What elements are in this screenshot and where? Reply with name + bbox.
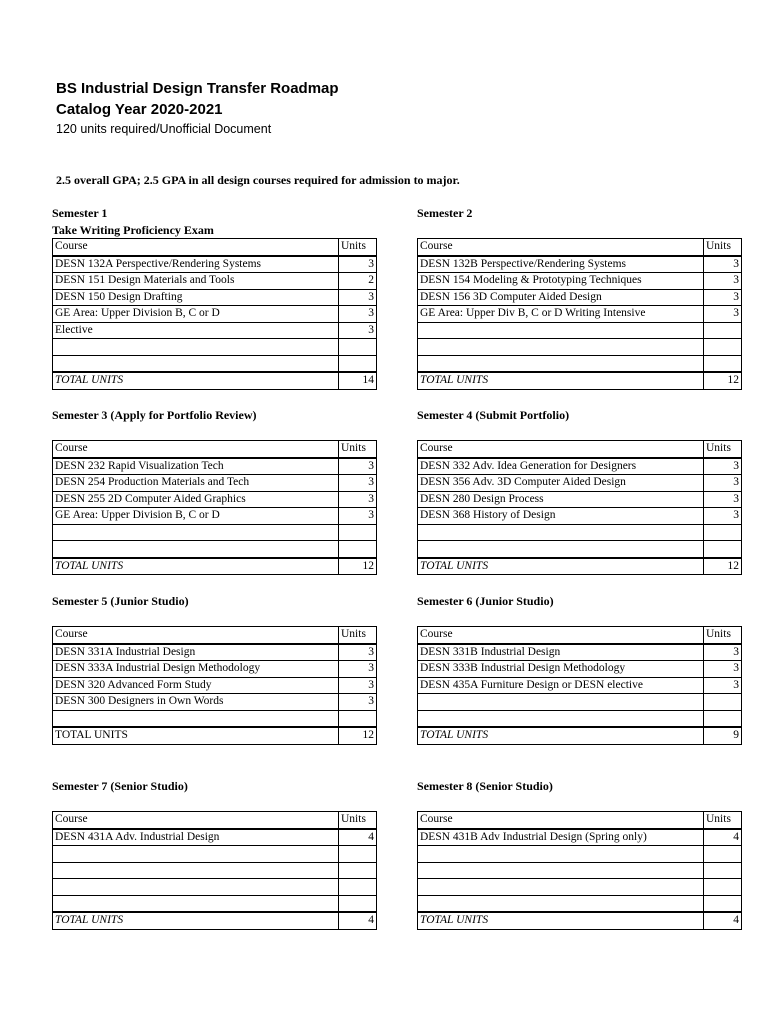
course-name-cell: DESN 280 Design Process [418, 491, 704, 508]
course-name-cell: DESN 150 Design Drafting [53, 289, 339, 306]
table-row [418, 508, 742, 525]
course-name-cell: Elective [53, 322, 339, 339]
course-units-cell: 3 [339, 644, 377, 661]
semester-note: Take Writing Proficiency Exam [52, 223, 214, 237]
table-row [53, 306, 377, 323]
course-units-cell [339, 541, 377, 558]
table-header-row [418, 441, 742, 458]
total-units-label: TOTAL UNITS [53, 558, 339, 575]
total-row [418, 372, 742, 389]
table-row [53, 661, 377, 678]
table-row [53, 355, 377, 372]
course-column-header: Course [53, 627, 339, 644]
table-row [418, 524, 742, 541]
table-row [53, 508, 377, 525]
course-table [52, 238, 377, 390]
course-table [52, 440, 377, 575]
course-name-cell: DESN 132B Perspective/Rendering Systems [418, 256, 704, 273]
course-units-cell: 3 [704, 306, 742, 323]
units-column-header: Units [704, 441, 742, 458]
total-units-value: 12 [339, 727, 377, 744]
course-units-cell [704, 895, 742, 912]
total-units-label: TOTAL UNITS [418, 558, 704, 575]
course-name-cell: DESN 331A Industrial Design [53, 644, 339, 661]
course-units-cell: 3 [339, 694, 377, 711]
course-column-header: Course [418, 239, 704, 256]
course-name-cell [418, 339, 704, 356]
course-name-cell: DESN 154 Modeling & Prototyping Techniques [418, 273, 704, 290]
semester-title: Semester 1 [52, 206, 108, 220]
course-name-cell [418, 694, 704, 711]
table-row [53, 322, 377, 339]
course-units-cell: 3 [339, 322, 377, 339]
course-units-cell: 3 [339, 508, 377, 525]
course-units-cell: 3 [339, 306, 377, 323]
course-units-cell [704, 846, 742, 863]
table-row [53, 524, 377, 541]
course-name-cell: DESN 333A Industrial Design Methodology [53, 661, 339, 678]
table-row [418, 355, 742, 372]
course-units-cell: 3 [704, 644, 742, 661]
course-name-cell [53, 879, 339, 896]
course-units-cell: 3 [704, 475, 742, 492]
table-row [418, 879, 742, 896]
course-name-cell: DESN 255 2D Computer Aided Graphics [53, 491, 339, 508]
table-row [53, 644, 377, 661]
course-name-cell [53, 710, 339, 727]
table-row [418, 273, 742, 290]
table-row [418, 895, 742, 912]
total-row [53, 558, 377, 575]
table-row [418, 829, 742, 846]
course-name-cell: DESN 356 Adv. 3D Computer Aided Design [418, 475, 704, 492]
table-row [53, 458, 377, 475]
units-column-header: Units [339, 441, 377, 458]
total-row [53, 912, 377, 929]
course-table [417, 811, 742, 930]
page-title: BS Industrial Design Transfer Roadmap [56, 80, 339, 97]
course-units-cell [339, 846, 377, 863]
course-units-cell [704, 524, 742, 541]
table-row [418, 862, 742, 879]
units-column-header: Units [704, 627, 742, 644]
table-row [53, 710, 377, 727]
course-units-cell: 3 [704, 508, 742, 525]
total-row [53, 727, 377, 744]
course-units-cell: 3 [704, 458, 742, 475]
table-row [418, 661, 742, 678]
semester-title: Semester 8 (Senior Studio) [417, 779, 553, 793]
semester-title: Semester 2 [417, 206, 473, 220]
course-units-cell: 3 [339, 289, 377, 306]
total-units-label: TOTAL UNITS [53, 912, 339, 929]
course-name-cell: DESN 232 Rapid Visualization Tech [53, 458, 339, 475]
units-column-header: Units [339, 812, 377, 829]
total-units-value: 12 [339, 558, 377, 575]
course-name-cell: DESN 300 Designers in Own Words [53, 694, 339, 711]
course-units-cell: 3 [704, 491, 742, 508]
course-units-cell: 3 [339, 661, 377, 678]
course-name-cell [418, 846, 704, 863]
course-name-cell [53, 846, 339, 863]
semester-title: Semester 6 (Junior Studio) [417, 594, 554, 608]
course-name-cell [53, 524, 339, 541]
course-name-cell: DESN 431A Adv. Industrial Design [53, 829, 339, 846]
course-name-cell [53, 339, 339, 356]
total-units-label: TOTAL UNITS [53, 372, 339, 389]
course-name-cell: DESN 156 3D Computer Aided Design [418, 289, 704, 306]
course-units-cell [339, 524, 377, 541]
course-column-header: Course [418, 627, 704, 644]
course-name-cell: DESN 132A Perspective/Rendering Systems [53, 256, 339, 273]
table-row [418, 694, 742, 711]
course-name-cell [418, 862, 704, 879]
units-column-header: Units [704, 239, 742, 256]
course-name-cell: GE Area: Upper Division B, C or D [53, 306, 339, 323]
course-name-cell: GE Area: Upper Division B, C or D [53, 508, 339, 525]
table-header-row [418, 239, 742, 256]
course-name-cell: DESN 368 History of Design [418, 508, 704, 525]
table-row [418, 541, 742, 558]
table-row [418, 339, 742, 356]
course-units-cell: 3 [704, 677, 742, 694]
gpa-requirement-note: 2.5 overall GPA; 2.5 GPA in all design courses required for admission to major. [56, 173, 460, 187]
table-row [53, 879, 377, 896]
table-row [53, 829, 377, 846]
course-units-cell: 4 [339, 829, 377, 846]
total-units-value: 4 [704, 912, 742, 929]
table-row [53, 289, 377, 306]
course-units-cell [704, 710, 742, 727]
table-row [418, 256, 742, 273]
table-row [53, 677, 377, 694]
semester-title: Semester 4 (Submit Portfolio) [417, 408, 570, 422]
course-name-cell: DESN 331B Industrial Design [418, 644, 704, 661]
table-row [418, 289, 742, 306]
total-units-label: TOTAL UNITS [418, 372, 704, 389]
course-units-cell [339, 895, 377, 912]
course-name-cell [418, 322, 704, 339]
course-units-cell [339, 879, 377, 896]
course-units-cell: 4 [704, 829, 742, 846]
course-units-cell: 3 [704, 661, 742, 678]
table-row [53, 846, 377, 863]
total-units-label: TOTAL UNITS [53, 727, 339, 744]
semester-title: Semester 3 (Apply for Portfolio Review) [52, 408, 257, 422]
semester-title: Semester 5 (Junior Studio) [52, 594, 189, 608]
course-name-cell [418, 541, 704, 558]
units-column-header: Units [339, 239, 377, 256]
course-units-cell: 3 [339, 491, 377, 508]
total-units-label: TOTAL UNITS [418, 912, 704, 929]
course-units-cell: 3 [339, 475, 377, 492]
table-row [53, 273, 377, 290]
course-units-cell [704, 862, 742, 879]
table-header-row [418, 627, 742, 644]
table-row [418, 846, 742, 863]
course-name-cell: DESN 320 Advanced Form Study [53, 677, 339, 694]
course-column-header: Course [418, 441, 704, 458]
course-column-header: Course [418, 812, 704, 829]
table-row [53, 862, 377, 879]
course-name-cell [53, 895, 339, 912]
table-row [418, 710, 742, 727]
course-units-cell: 3 [339, 677, 377, 694]
course-column-header: Course [53, 812, 339, 829]
units-required-note: 120 units required/Unofficial Document [56, 122, 272, 136]
course-units-cell: 2 [339, 273, 377, 290]
table-header-row [53, 441, 377, 458]
total-units-value: 14 [339, 372, 377, 389]
table-row [53, 339, 377, 356]
table-row [53, 256, 377, 273]
total-row [53, 372, 377, 389]
course-name-cell [418, 895, 704, 912]
table-row [418, 491, 742, 508]
table-row [418, 475, 742, 492]
course-units-cell [339, 355, 377, 372]
course-table [52, 811, 377, 930]
table-header-row [53, 627, 377, 644]
course-units-cell [704, 541, 742, 558]
course-name-cell: DESN 151 Design Materials and Tools [53, 273, 339, 290]
catalog-year: Catalog Year 2020-2021 [56, 101, 223, 118]
course-name-cell: DESN 254 Production Materials and Tech [53, 475, 339, 492]
total-units-value: 4 [339, 912, 377, 929]
course-name-cell: DESN 435A Furniture Design or DESN elective [418, 677, 704, 694]
table-row [418, 458, 742, 475]
course-units-cell [704, 339, 742, 356]
course-table [417, 440, 742, 575]
course-table [417, 238, 742, 390]
course-name-cell [418, 355, 704, 372]
table-row [53, 895, 377, 912]
course-name-cell: DESN 332 Adv. Idea Generation for Designers [418, 458, 704, 475]
total-units-value: 9 [704, 727, 742, 744]
table-row [418, 322, 742, 339]
course-name-cell [418, 879, 704, 896]
course-units-cell: 3 [339, 256, 377, 273]
course-name-cell [53, 355, 339, 372]
course-column-header: Course [53, 239, 339, 256]
course-name-cell [418, 524, 704, 541]
course-units-cell: 3 [339, 458, 377, 475]
course-units-cell [339, 339, 377, 356]
total-row [418, 727, 742, 744]
course-units-cell [704, 355, 742, 372]
table-header-row [53, 239, 377, 256]
table-row [418, 644, 742, 661]
total-units-label: TOTAL UNITS [418, 727, 704, 744]
course-units-cell: 3 [704, 256, 742, 273]
table-header-row [418, 812, 742, 829]
course-units-cell [704, 879, 742, 896]
table-row [53, 541, 377, 558]
course-name-cell: DESN 431B Adv Industrial Design (Spring only) [418, 829, 704, 846]
table-row [418, 677, 742, 694]
total-units-value: 12 [704, 372, 742, 389]
units-column-header: Units [339, 627, 377, 644]
course-units-cell: 3 [704, 273, 742, 290]
course-name-cell [53, 862, 339, 879]
course-units-cell [704, 694, 742, 711]
total-row [418, 912, 742, 929]
total-units-value: 12 [704, 558, 742, 575]
table-header-row [53, 812, 377, 829]
table-row [418, 306, 742, 323]
course-name-cell [418, 710, 704, 727]
course-name-cell [53, 541, 339, 558]
table-row [53, 475, 377, 492]
course-units-cell [339, 862, 377, 879]
course-units-cell [704, 322, 742, 339]
table-row [53, 491, 377, 508]
course-column-header: Course [53, 441, 339, 458]
semester-title: Semester 7 (Senior Studio) [52, 779, 188, 793]
course-table [417, 626, 742, 745]
course-table [52, 626, 377, 745]
course-units-cell: 3 [704, 289, 742, 306]
course-units-cell [339, 710, 377, 727]
course-name-cell: GE Area: Upper Div B, C or D Writing Intensive [418, 306, 704, 323]
total-row [418, 558, 742, 575]
table-row [53, 694, 377, 711]
course-name-cell: DESN 333B Industrial Design Methodology [418, 661, 704, 678]
units-column-header: Units [704, 812, 742, 829]
